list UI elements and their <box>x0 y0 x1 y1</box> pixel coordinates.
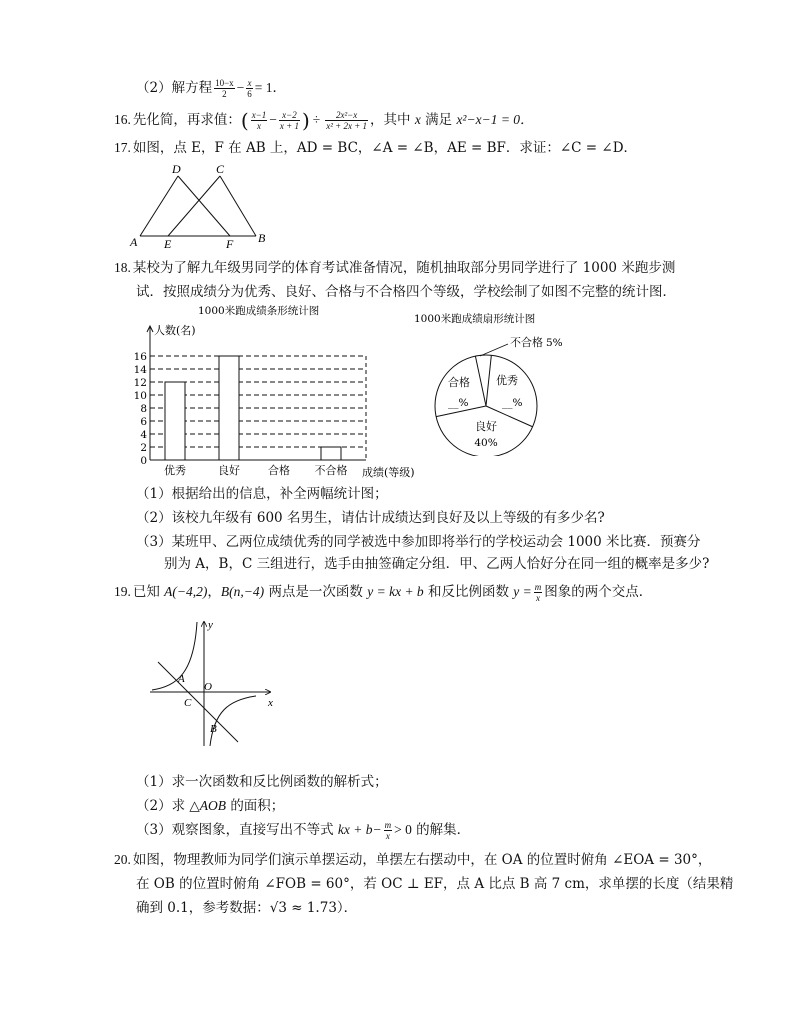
bar-chart-bar <box>219 356 239 460</box>
q19-mid: 两点是一次函数 <box>268 584 363 600</box>
q16-cond: 满足 <box>425 112 453 128</box>
bar-chart-ytick-label: 12 <box>133 377 147 389</box>
q19-linear-graph <box>158 662 238 742</box>
q19-sep: ， <box>207 584 221 600</box>
bar-chart-category-label: 优秀 <box>164 464 186 477</box>
q16-frac2-den: x + 1 <box>279 121 299 131</box>
q17-text: 如图，点 E，F 在 AB 上，AD = BC，∠A = ∠B，AE = BF．求证：∠C = ∠D． <box>132 140 638 156</box>
pie-chart-value-good: 40% <box>474 437 498 449</box>
q16-mid: ，其中 <box>370 112 411 128</box>
q17-segment-ec <box>168 176 220 236</box>
q20-line2 <box>136 874 733 894</box>
q15-2-frac2 <box>246 78 253 99</box>
q18-sub3-text-2: 别为 A，B，C 三组进行，选手由抽签确定分组．甲、乙两人恰好分在同一组的概率是多少? <box>164 556 710 572</box>
pie-chart-label-good: 良好 <box>475 420 497 433</box>
q18-text-line1: 某校为了解九年级男同学的体育考试准备情况，随机抽取部分男同学进行了 1000 米跑步测 <box>132 260 676 276</box>
q19-sub3-expr: kx + b− <box>337 822 382 837</box>
q19-point-a: A(−4,2) <box>164 584 208 599</box>
pie-chart-label-fail: 不合格 <box>510 336 543 349</box>
bar-chart-bar <box>321 447 341 460</box>
q17-figure <box>128 160 278 250</box>
q19-linear: y = kx + b <box>367 584 424 599</box>
q19-sub2-triangle: △AOB <box>189 798 227 813</box>
q16-close-paren: ) <box>301 108 310 133</box>
q20-number: 20. <box>114 852 131 867</box>
q19-frac-den: x <box>536 593 541 603</box>
q16-number: 16. <box>114 112 131 127</box>
q17-segment-cb <box>220 176 256 236</box>
q16-equation: x²−x−1 = 0． <box>456 112 534 127</box>
q18-sub3-l2 <box>164 554 709 574</box>
q16-frac3 <box>325 110 368 131</box>
q16-frac3-num: 2x²−x <box>325 110 368 121</box>
q16-line <box>114 110 534 131</box>
q19-sub3-suffix: 的解集． <box>416 822 471 838</box>
q15-2-prefix: （2）解方程 <box>136 80 213 96</box>
q17-segment-df <box>178 176 230 236</box>
q16-frac2 <box>279 110 300 131</box>
q16-frac1-num: x−1 <box>251 110 267 120</box>
q19-sub3-frac <box>384 820 393 841</box>
q16-frac1-den: x <box>256 121 261 131</box>
bar-chart-ytick-label: 6 <box>140 416 147 428</box>
q19-sub1 <box>136 772 388 792</box>
q18-sub3-l1 <box>136 532 701 552</box>
q19-label-x: x <box>268 697 273 709</box>
bar-chart <box>128 302 428 482</box>
q18-sub1-text: （1）根据给出的信息，补全两幅统计图； <box>136 486 388 502</box>
q17-label-d: D <box>172 162 181 176</box>
q20-text-line2: 在 OB 的位置时俯角 ∠FOB = 60°，若 OC ⊥ EF，点 A 比点 B 高 7 cm，求单摆的长度（结果精 <box>136 876 734 892</box>
q15-2-frac2-num: x <box>247 78 252 88</box>
q19-frac-num: m <box>534 582 542 592</box>
q19-sub3-frac-num: m <box>384 820 392 830</box>
q19-prefix: 已知 <box>132 584 160 600</box>
bar-chart-bar <box>165 382 185 460</box>
q17-label-f: F <box>226 237 234 250</box>
q20-text-line1: 如图，物理教师为同学们演示单摆运动，单摆左右摆动中，在 OA 的位置时俯角 ∠EOA = 30°， <box>132 852 712 868</box>
q19-suffix: 图象的两个交点． <box>544 584 653 600</box>
q19-label-c: C <box>184 697 192 709</box>
bar-chart-ytick-label: 2 <box>140 442 147 454</box>
q19-frac <box>534 582 543 603</box>
q17-segment-ad <box>140 176 178 236</box>
bar-chart-ytick-label: 0 <box>140 455 147 467</box>
q18-line2 <box>136 282 676 302</box>
q19-label-o: O <box>204 681 212 693</box>
pie-chart-value-pass: __% <box>448 397 469 409</box>
bar-chart-ytick-label: 14 <box>133 364 147 376</box>
bar-chart-xlabel: 成绩(等级) <box>362 466 415 479</box>
q19-figure <box>138 616 278 752</box>
q17-label-c: C <box>216 162 225 176</box>
q19-hyperbola-left <box>152 622 197 690</box>
q19-sub3 <box>136 820 470 841</box>
q18-sub2-text: （2）该校九年级有 600 名男生，请估计成绩达到良好及以上等级的有多少名? <box>136 510 605 526</box>
bar-chart-ytick-label: 4 <box>140 429 147 441</box>
q17-label-a: A <box>130 235 138 249</box>
q17-lines <box>140 176 256 236</box>
q15-2-frac1-num: 10−x <box>215 78 234 88</box>
q16-var: x <box>414 112 421 127</box>
bar-chart-category-label: 合格 <box>268 464 290 477</box>
q19-point-b: B(n,−4) <box>220 584 265 599</box>
q20-line3 <box>136 898 357 918</box>
q16-frac2-num: x−2 <box>279 110 300 121</box>
q17-number: 17. <box>114 140 131 155</box>
q15-2-line <box>136 78 286 99</box>
q18-sub1 <box>136 484 388 504</box>
q19-sub2-prefix: （2）求 <box>136 798 186 814</box>
q19-sub2-suffix: 的面积； <box>230 798 285 814</box>
bar-chart-category-label: 不合格 <box>314 464 348 477</box>
q19-sub3-gt: > 0 <box>394 822 412 837</box>
q19-sub3-frac-den: x <box>385 831 390 841</box>
pie-chart-leader-line <box>480 344 508 356</box>
bar-chart-category-label: 良好 <box>218 464 240 477</box>
q15-2-frac1 <box>214 78 235 99</box>
pie-chart-label-excellent: 优秀 <box>496 374 518 387</box>
q19-yeq: y = <box>513 584 532 599</box>
q18-sub2 <box>136 508 605 528</box>
q16-prefix: 先化简，再求值： <box>132 112 241 128</box>
pie-chart-value-fail: 5% <box>546 337 563 349</box>
q15-2-frac2-den: 6 <box>247 89 252 99</box>
bar-chart-ylabel: 人数(名) <box>154 324 196 337</box>
q19-sub1-text: （1）求一次函数和反比例函数的解析式； <box>136 774 388 790</box>
q18-line1 <box>114 258 675 278</box>
pie-chart-title: 1000米跑成绩扇形统计图 <box>414 313 536 325</box>
q15-2-suffix: = 1． <box>254 80 287 95</box>
q16-open-paren: ( <box>240 108 249 133</box>
q19-line <box>114 582 652 603</box>
bar-chart-title: 1000米跑成绩条形统计图 <box>198 305 320 317</box>
bar-chart-ytick-label: 8 <box>140 403 147 415</box>
q19-label-b: B <box>210 723 217 735</box>
q18-sub3-text-1: （3）某班甲、乙两位成绩优秀的同学被选中参加即将举行的学校运动会 1000 米比赛．预赛分 <box>136 534 701 550</box>
pie-chart <box>408 306 578 456</box>
q15-2-frac1-den: 2 <box>222 89 227 99</box>
bar-chart-ytick-label: 16 <box>133 351 147 363</box>
q19-label-a: A <box>178 673 185 685</box>
q16-minus: − <box>269 112 277 127</box>
q16-frac1 <box>251 110 268 131</box>
q17-label-b: B <box>258 231 266 245</box>
q19-label-y: y <box>208 619 213 631</box>
q15-2-minus: − <box>236 80 245 95</box>
q17-label-e: E <box>164 237 172 250</box>
q18-text-line2: 试．按照成绩分为优秀、良好、合格与不合格四个等级，学校绘制了如图不完整的统计图． <box>136 284 676 300</box>
q16-divide: ÷ <box>312 112 321 127</box>
pie-chart-value-excellent: __% <box>502 397 523 409</box>
q19-and: 和反比例函数 <box>427 584 509 600</box>
q19-sub3-prefix: （3）观察图象，直接写出不等式 <box>136 822 334 838</box>
q19-number: 19. <box>114 584 131 599</box>
q19-hyperbola-right <box>210 696 256 746</box>
pie-chart-label-pass: 合格 <box>448 376 470 389</box>
q17-line <box>114 138 637 158</box>
q16-frac3-den: x² + 2x + 1 <box>326 121 368 131</box>
q20-text-line3: 确到 0.1，参考数据：√3 ≈ 1.73）． <box>136 900 358 916</box>
q20-line1 <box>114 850 711 870</box>
q18-number: 18. <box>114 260 131 275</box>
q19-sub2 <box>136 796 284 816</box>
bar-chart-ytick-label: 10 <box>133 390 147 402</box>
